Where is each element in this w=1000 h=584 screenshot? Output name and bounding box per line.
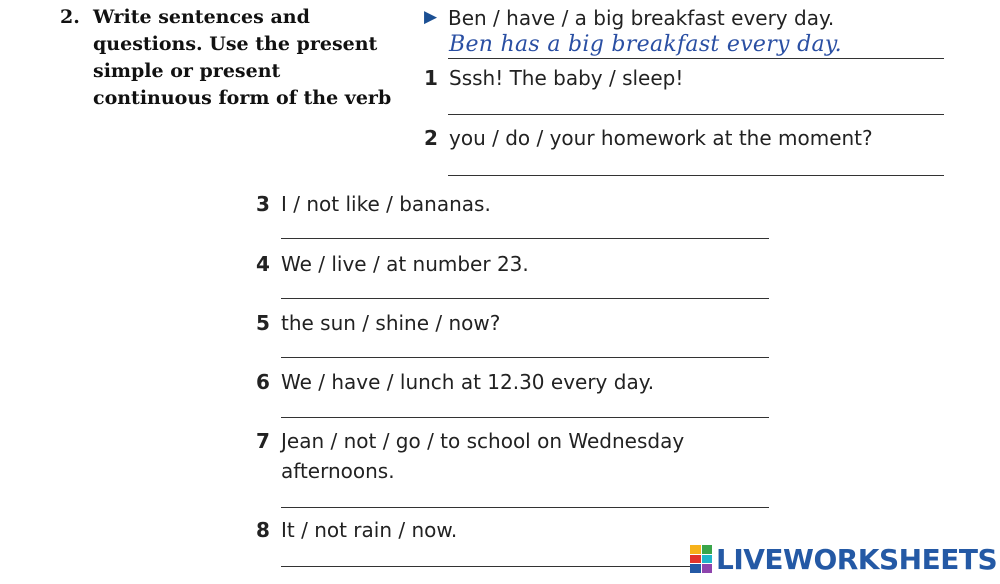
answer-line-7[interactable] bbox=[281, 507, 769, 508]
example-answer: Ben has a big breakfast every day. bbox=[449, 32, 842, 57]
question-text: We / live / at number 23. bbox=[281, 252, 529, 276]
exercise-number: 2. bbox=[60, 6, 80, 28]
question-text: Jean / not / go / to school on Wednesday bbox=[281, 429, 685, 453]
liveworksheets-logo bbox=[690, 540, 997, 578]
question-number: 4 bbox=[256, 252, 270, 276]
logo-icon bbox=[690, 545, 712, 573]
logo-tile bbox=[690, 564, 701, 573]
answer-line-6[interactable] bbox=[281, 417, 769, 418]
question-text: It / not rain / now. bbox=[281, 518, 458, 542]
question-text: the sun / shine / now? bbox=[281, 311, 501, 335]
play-arrow-icon: ▶ bbox=[424, 7, 438, 27]
question-number: 1 bbox=[424, 66, 438, 90]
question-number: 5 bbox=[256, 311, 270, 335]
answer-line-5[interactable] bbox=[281, 357, 769, 358]
answer-line-3[interactable] bbox=[281, 238, 769, 239]
logo-tile bbox=[702, 555, 713, 564]
question-number: 3 bbox=[256, 192, 270, 216]
logo-tile bbox=[702, 564, 713, 573]
logo-tile bbox=[690, 545, 701, 554]
logo-tile bbox=[702, 545, 713, 554]
answer-line-4[interactable] bbox=[281, 298, 769, 299]
question-text-continued: afternoons. bbox=[281, 459, 395, 483]
logo-text: LIVEWORKSHEETS bbox=[716, 542, 998, 576]
logo-tile bbox=[690, 555, 701, 564]
question-text: We / have / lunch at 12.30 every day. bbox=[281, 370, 655, 394]
answer-line-2[interactable] bbox=[448, 175, 944, 176]
question-number: 8 bbox=[256, 518, 270, 542]
question-number: 2 bbox=[424, 126, 438, 150]
question-text: I / not like / bananas. bbox=[281, 192, 491, 216]
question-text: Sssh! The baby / sleep! bbox=[449, 66, 684, 90]
answer-line-1[interactable] bbox=[448, 114, 944, 115]
example-prompt: Ben / have / a big breakfast every day. bbox=[448, 6, 835, 30]
question-number: 7 bbox=[256, 429, 270, 453]
instruction-text: Write sentences and questions. Use the present simple or present continuous form of the verb bbox=[93, 6, 392, 109]
answer-line-8[interactable] bbox=[281, 566, 691, 567]
question-number: 6 bbox=[256, 370, 270, 394]
question-text: you / do / your homework at the moment? bbox=[449, 126, 873, 150]
example-answer-line bbox=[448, 58, 944, 59]
